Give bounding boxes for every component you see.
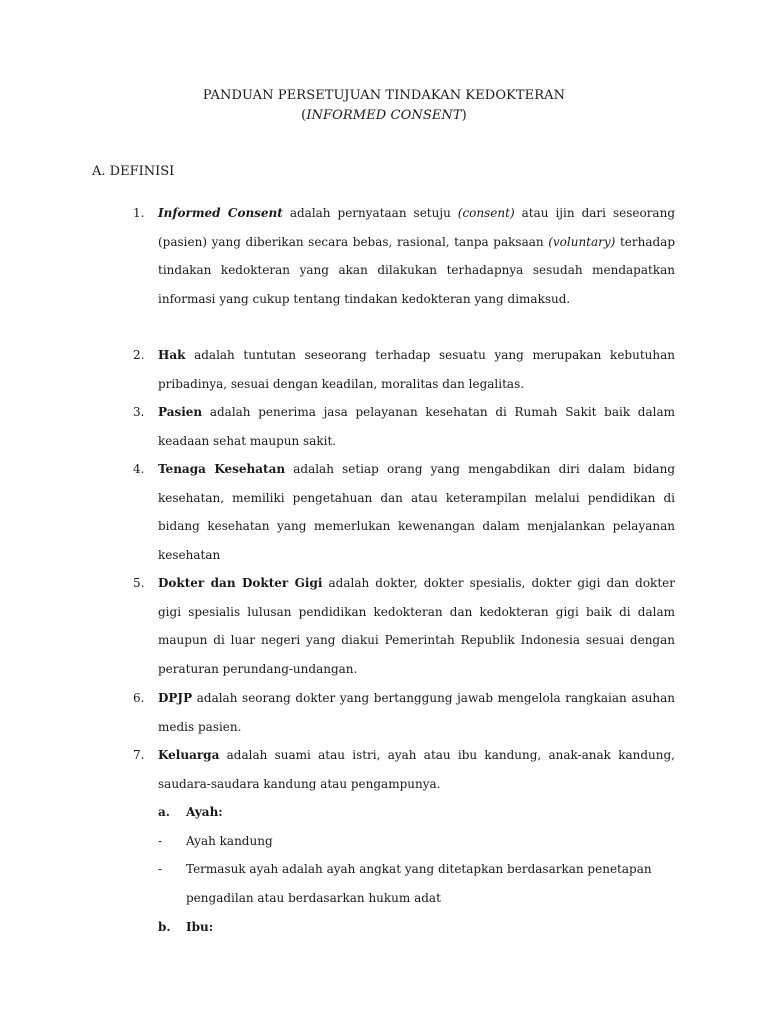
item-term: Informed Consent [158, 206, 283, 220]
item-number: 3. [133, 405, 145, 419]
definition-item [133, 569, 675, 683]
sub-item-text: Ayah kandung [186, 834, 273, 848]
item-number: 4. [133, 462, 145, 476]
item-number: 5. [133, 576, 145, 590]
item-text: adalah seorang dokter yang bertanggung jawab mengelola rangkaian asuhan medis pasien. [158, 691, 675, 734]
item-body [158, 199, 675, 313]
document-subtitle [0, 106, 768, 126]
definition-item [133, 741, 675, 798]
sub-item-text: Ayah: [186, 805, 223, 819]
item-number: 2. [133, 348, 145, 362]
sub-item-marker: - [158, 834, 163, 848]
subtitle-close-paren: ) [461, 108, 467, 123]
sub-item-text: Ibu: [186, 920, 214, 934]
item-term: Pasien [158, 405, 203, 419]
item-number: 6. [133, 691, 145, 705]
item-body [158, 569, 675, 683]
item-body [158, 341, 675, 398]
item-term: Tenaga Kesehatan [158, 462, 286, 476]
item-text: adalah dokter, dokter spesialis, dokter gigi dan dokter gigi spesialis lulusan pendidikan kedokteran dan kedokteran gigi baik di dalam maupun di luar negeri yang diakui Pemerintah Republik Indonesia sesuai dengan peraturan perundang-undangan. [158, 576, 675, 676]
section-heading: A. DEFINISI [92, 164, 175, 179]
definition-item [133, 684, 675, 741]
item-body [158, 398, 675, 455]
item-number: 7. [133, 748, 145, 762]
definition-item [133, 455, 675, 569]
subtitle-open-paren: ( [301, 108, 307, 123]
item-text: adalah tuntutan seseorang terhadap sesuatu yang merupakan kebutuhan pribadinya, sesuai dengan keadilan, moralitas dan legalitas. [158, 348, 675, 391]
item-number: 1. [133, 206, 145, 220]
sub-item-marker: - [158, 862, 163, 876]
item-text: terhadap tindakan kedokteran yang akan dilakukan terhadapnya sesudah mendapatkan informasi yang cukup tentang tindakan kedokteran yang dimaksud. [158, 234, 676, 306]
sub-item [158, 798, 676, 827]
item-text: adalah setiap orang yang mengabdikan diri dalam bidang kesehatan, memiliki pengetahuan dan atau keterampilan melalui pendidikan di bidang kesehatan yang memerlukan kewenangan dalam menjalankan pelayanan kesehatan [158, 462, 675, 562]
item-body [158, 455, 675, 569]
item-term: Keluarga [158, 748, 220, 762]
item-italic: (consent) [457, 206, 515, 220]
item-text: atau ijin dari seseorang (pasien) yang diberikan secara bebas, rasional, tanpa paksaan [158, 206, 675, 249]
sub-item [158, 855, 676, 912]
sub-item-marker: a. [158, 805, 170, 819]
sub-item [158, 827, 676, 856]
sub-item [158, 913, 676, 942]
subtitle-italic: INFORMED CONSENT [306, 108, 462, 123]
definition-item [133, 341, 675, 398]
item-text: adalah pernyataan setuju [282, 206, 458, 220]
item-text: adalah suami atau istri, ayah atau ibu kandung, anak-anak kandung, saudara-saudara kandung atau pengampunya. [158, 748, 675, 791]
item-term: Dokter dan Dokter Gigi [158, 576, 323, 590]
item-italic: (voluntary) [548, 234, 616, 249]
item-body [158, 741, 675, 798]
definition-item [133, 398, 675, 455]
item-term: DPJP [158, 691, 193, 705]
document-title: PANDUAN PERSETUJUAN TINDAKAN KEDOKTERAN [202, 88, 566, 103]
sub-item-marker: b. [158, 920, 171, 934]
item-term: Hak [158, 348, 186, 362]
sub-item-text: Termasuk ayah adalah ayah angkat yang ditetapkan berdasarkan penetapan pengadilan atau berdasarkan hukum adat [186, 862, 652, 905]
item-text: adalah penerima jasa pelayanan kesehatan di Rumah Sakit baik dalam keadaan sehat maupun sakit. [158, 405, 675, 448]
item-body [158, 684, 675, 741]
definition-item [133, 199, 675, 313]
